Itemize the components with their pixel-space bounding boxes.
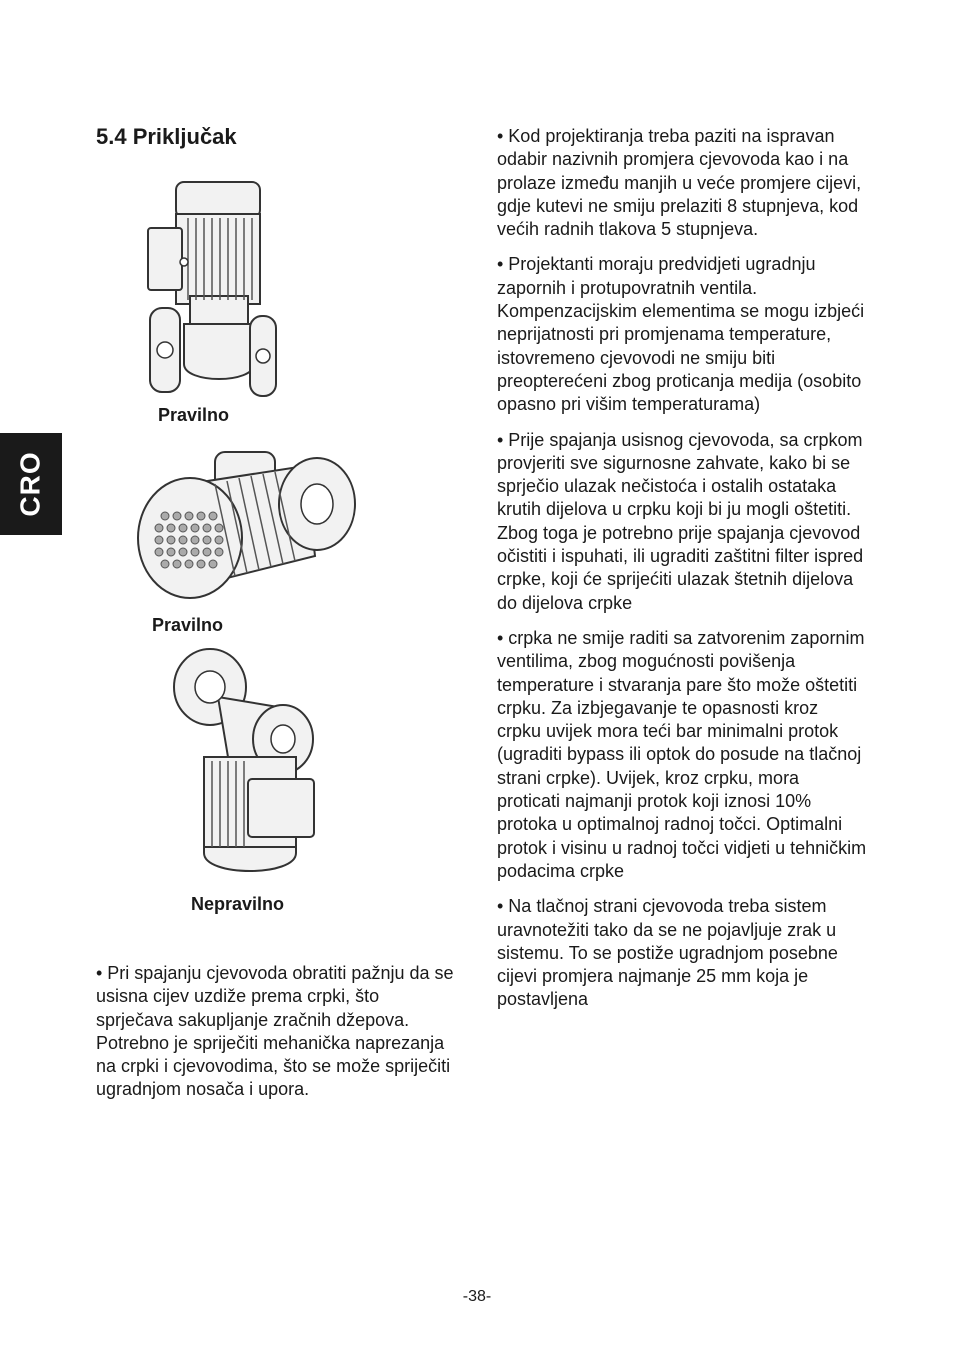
figure-caption: Nepravilno xyxy=(191,894,285,914)
figure-caption: Pravilno xyxy=(158,405,230,425)
section-heading: 5.4 Priključak xyxy=(96,124,237,149)
pump-vertical-correct-illustration xyxy=(140,178,280,408)
language-tab xyxy=(0,433,62,535)
installation-paragraph: • Pri spajanju cjevovoda obratiti pažnju da se usisna cijev uzdiže prema crpki, što sprječava sakupljanje zračnih džepova. Potrebno je spriječiti mehanička naprezanja na crpki i cjevovodima, što se može spriječiti ugradnjom nosača i upora. xyxy=(96,963,454,1100)
paragraph: • Prije spajanja usisnog cjevovoda, sa crpkom provjeriti sve sigurnosne zahvate, kako bi se sprječio ulazak nečistoća i ostalih ostataka krutih dijelova u crpku koji bi ju mogli oštetiti. Zbog toga je potrebno prije spajanja cjevovod očistiti i ispuhati, ili ugraditi zaštitni filter ispred crpke, koji će sprijećiti ulazak štetnih dijelova do dijelova crpke xyxy=(497,429,864,613)
paragraph: • crpka ne smije raditi sa zatvorenim zapornim ventilima, zbog mogućnosti povišenja temperature i stvaranja pare što može oštetiti crpku. Za izbjegavanje te opasnosti kroz crpku uvijek mora teći bar minimalni protok (ugraditi bypass ili optok do posude na tlačnoj strani crpke). Uvijek, kroz crpku, mora proticati najmanji protok koji iznosi 10% protoka u optimalnoj radnoj točci. Optimalni protok i visinu u radnoj točci vidjeti u tehničkim podacima crpke xyxy=(497,627,867,881)
page-number: -38- xyxy=(462,1288,492,1305)
figure-caption: Pravilno xyxy=(152,615,224,635)
language-tab-label: CRO xyxy=(15,451,47,517)
pump-inverted-incorrect-illustration xyxy=(168,647,318,872)
right-column xyxy=(497,125,867,1024)
paragraph: • Kod projektiranja treba paziti na ispravan odabir nazivnih promjera cjevovoda kao i na prolaze između manjih u veće promjere cijevi, gdje kutevi ne smiju prelaziti 8 stupnjeva, kod većih radnih tlakova 5 stupnjeva. xyxy=(497,126,862,240)
paragraph: • Projektanti moraju predvidjeti ugradnju zapornih i protupovratnih ventila. Kompenzacijskim elementima se mogu izbjeći neprijatnosti pri promjenama temperature, istovremeno cjevovodi ne smiju biti preopterećeni zbog proticanja medija (osobito opasno pri višim temperaturama) xyxy=(497,254,865,415)
paragraph: • Na tlačnoj strani cjevovoda treba sistem uravnotežiti tako da se ne pojavljuje zrak u sistemu. To se postiže ugradnjom posebne cijevi promjera najmanje 25 mm koja je postavljena xyxy=(497,896,838,1010)
pump-horizontal-correct-illustration xyxy=(135,446,360,606)
